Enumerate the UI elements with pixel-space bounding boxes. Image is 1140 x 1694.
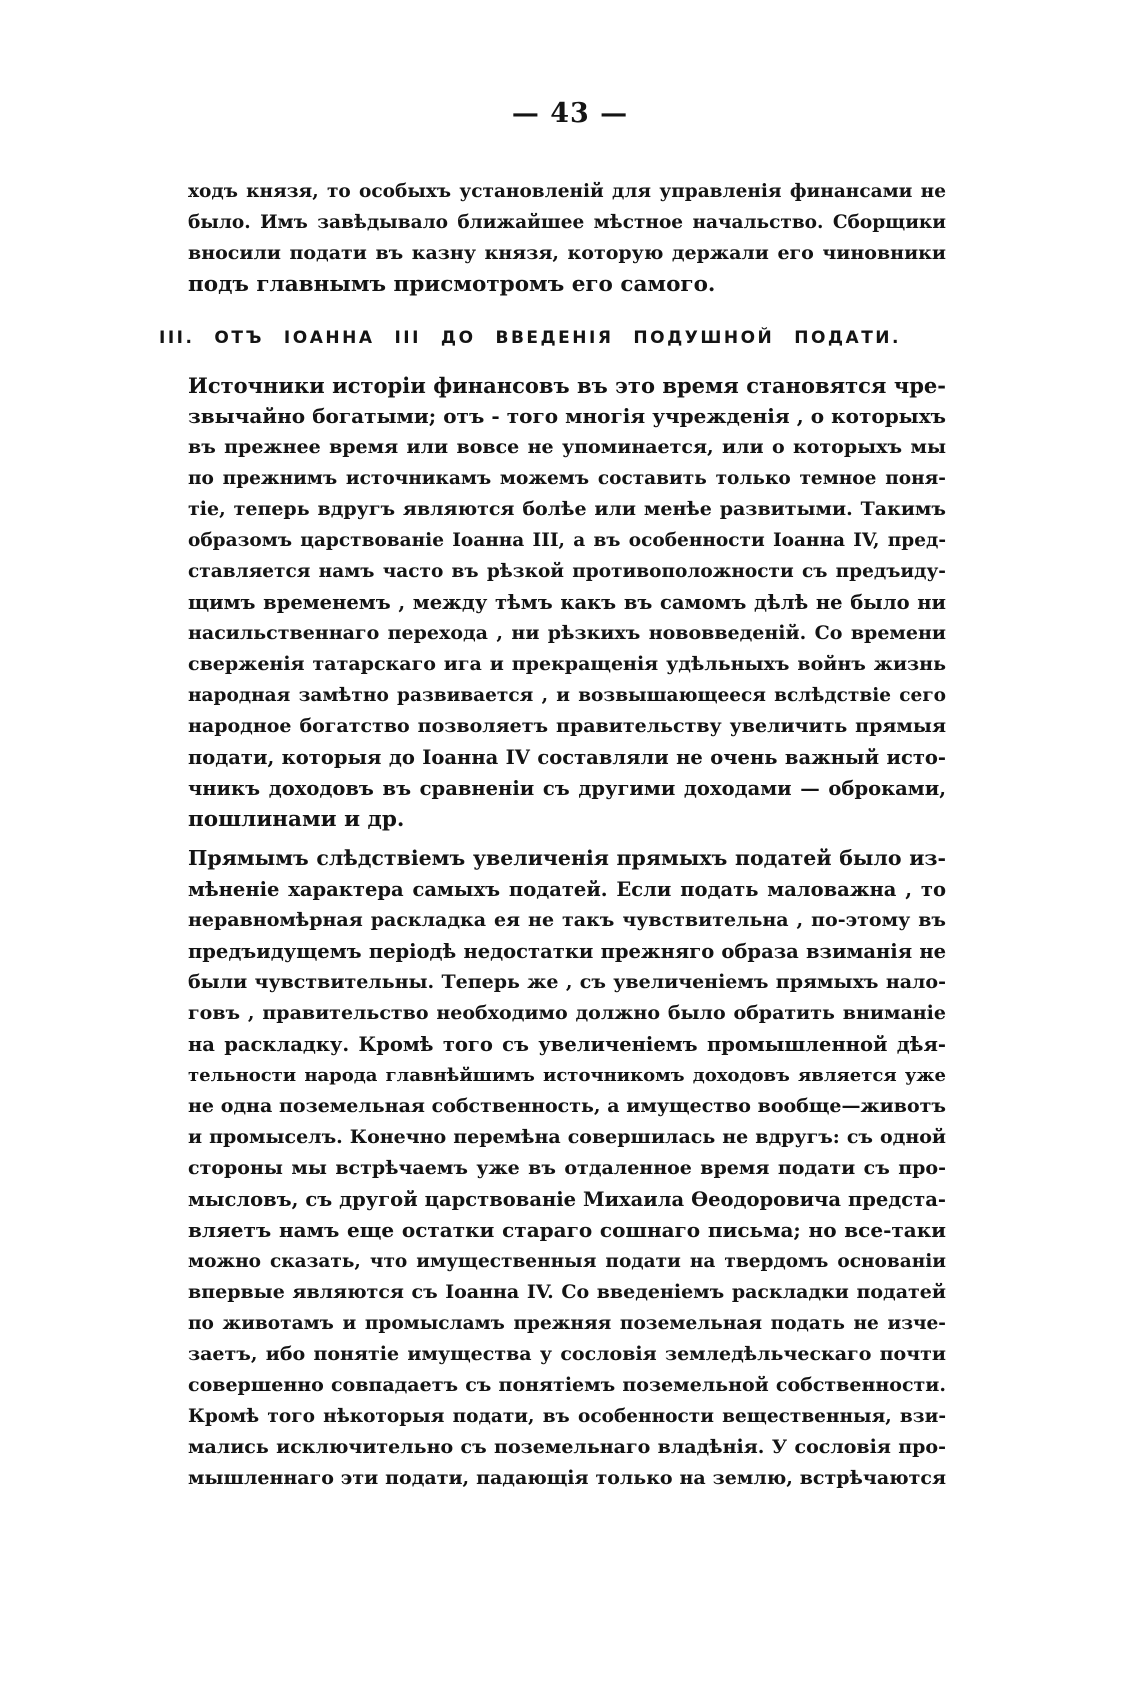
text-line: подати, которыя до Іоанна IV составляли не очень важный исто- [188,746,946,769]
text-line: можно сказать, что имущественныя подати на твердомъ основаніи [188,1251,946,1272]
text-line: тіе, теперь вдругъ являются болѣе или менѣе развитыми. Такимъ [188,498,946,520]
text-line: ставляется намъ часто въ рѣзкой противоположности съ предъиду- [188,561,946,582]
text-line: народная замѣтно развивается , и возвышающееся вслѣдствіе сего [188,685,946,706]
text-line: мались исключительно съ поземельнаго владѣнія. У сословія про- [188,1436,946,1458]
paragraph-1 [188,370,946,835]
intro-paragraph [188,176,946,300]
text-line: мышленнаго эти подати, падающія только на землю, встрѣчаются [188,1467,946,1489]
text-line: звычайно богатыми; отъ - того многія учрежденія , о которыхъ [188,404,946,428]
text-line: и промыселъ. Конечно перемѣна совершилась не вдругъ: съ одной [188,1126,946,1148]
text-line: по животамъ и промысламъ прежняя поземельная подать не изче- [188,1313,946,1334]
paragraph-2 [188,843,946,1494]
text-line: было. Имъ завѣдывало ближайшее мѣстное начальство. Сборщики [188,212,946,233]
text-line: Источники исторіи финансовъ въ это время становятся чре- [188,373,946,398]
text-line: говъ , правительство необходимо должно было обратить вниманіе [188,1002,946,1024]
text-line: щимъ временемъ , между тѣмъ какъ въ самомъ дѣлѣ не было ни [188,591,946,614]
text-line: неравномѣрная раскладка ея не такъ чувствительна , по-этому въ [188,909,946,931]
text-line: впервые являются съ Іоанна IV. Со введеніемъ раскладки податей [188,1281,946,1303]
text-line: пошлинами и др. [188,807,405,832]
text-line: насильственнаго перехода , ни рѣзкихъ нововведеній. Со времени [188,622,946,644]
section-heading: III. ОТЪ IОАННА III ДО ВВЕДЕНIЯ ПОДУШНОЙ ПОДАТИ. [159,328,901,348]
text-line: были чувствительны. Теперь же , съ увеличеніемъ прямыхъ нало- [188,971,946,993]
text-line: тельности народа главнѣйшимъ источникомъ доходовъ является уже [188,1065,946,1086]
text-line: мѣненіе характера самыхъ податей. Если подать маловажна , то [188,878,946,901]
text-line: подъ главнымъ присмотромъ его самого. [188,272,716,297]
page-number: — 43 — [511,98,629,129]
text-line: народное богатство позволяетъ правительству увеличить прямыя [188,715,946,737]
text-line: вносили подати въ казну князя, которую держали его чиновники [188,242,946,264]
text-line: Прямымъ слѣдствіемъ увеличенія прямыхъ податей было из- [188,846,946,870]
text-line: по прежнимъ источникамъ можемъ составить только темное поня- [188,468,946,489]
text-line: вляетъ намъ еще остатки стараго сошнаго письма; но все-таки [188,1218,946,1242]
text-line: въ прежнее время или вовсе не упоминается, или о которыхъ мы [188,436,946,458]
text-line: Кромѣ того нѣкоторыя подати, въ особенности вещественныя, взи- [188,1406,946,1427]
text-line: стороны мы встрѣчаемъ уже въ отдаленное время подати съ про- [188,1157,946,1179]
text-line: мысловъ, съ другой царствованіе Михаила Ѳеодоровича предста- [188,1188,946,1211]
text-line: чникъ доходовъ въ сравненіи съ другими доходами — оброками, [188,777,946,800]
text-line: сверженія татарскаго ига и прекращенія удѣльныхъ войнъ жизнь [188,653,946,675]
text-line: предъидущемъ періодѣ недостатки прежняго образа взиманія не [188,940,946,963]
text-line: не одна поземельная собственность, а имущество вообще—животъ [188,1095,946,1117]
text-line: на раскладку. Кромѣ того съ увеличеніемъ промышленной дѣя- [188,1033,946,1056]
text-line: образомъ царствованіе Іоанна III, а въ особенности Іоанна IV, пред- [188,530,946,551]
text-line: ходъ князя, то особыхъ установленій для управленія финансами не [188,181,946,202]
text-line: заетъ, ибо понятіе имущества у сословія земледѣльческаго почти [188,1343,946,1365]
text-line: совершенно совпадаетъ съ понятіемъ поземельной собственности. [188,1374,946,1396]
